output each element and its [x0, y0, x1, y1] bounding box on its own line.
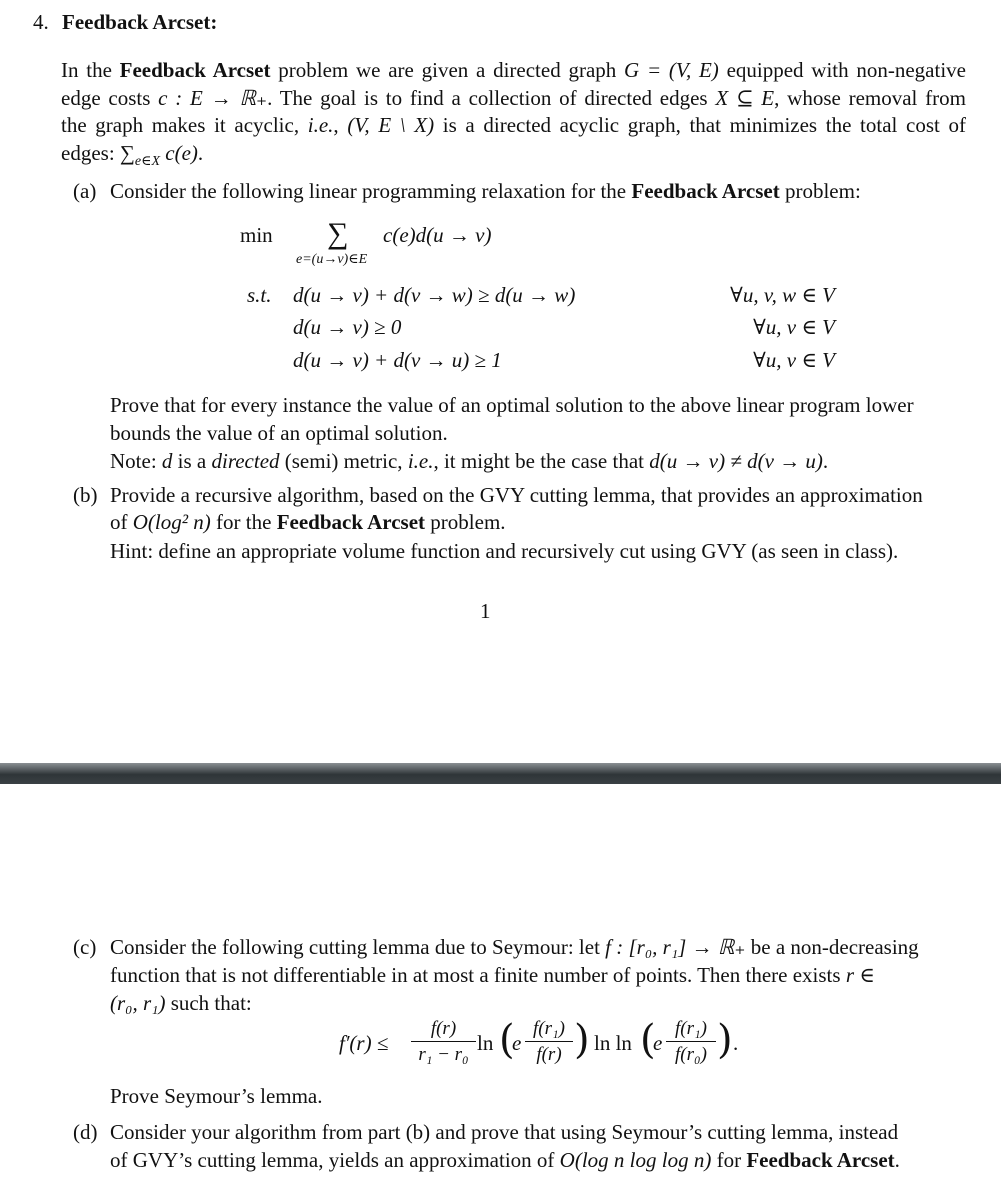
- eq-ln: ln: [477, 1031, 494, 1055]
- eq-paren-open-2: (: [640, 1017, 656, 1063]
- eq-paren-close-1: ): [574, 1017, 590, 1063]
- part-c-line3: (r₀, r₁) such that:: [110, 991, 252, 1015]
- part-c-prove: Prove Seymour’s lemma.: [110, 1084, 323, 1108]
- lp-st: s.t.: [247, 283, 272, 307]
- eq-paren-close-2: ): [717, 1017, 733, 1063]
- part-b-line1: Provide a recursive algorithm, based on the GVY cutting lemma, that provides an approximation: [110, 483, 923, 507]
- page-number: 1: [480, 599, 491, 623]
- part-a-prove-line2: bounds the value of an optimal solution.: [110, 421, 448, 445]
- eq-frac1: f(r) r₁ − r₀: [411, 1019, 476, 1064]
- part-b-hint: Hint: define an appropriate volume function and recursively cut using GVY (as seen in class).: [110, 539, 899, 563]
- lp-constraint-triangle-quantifier: ∀u, v, w ∈ V: [730, 283, 835, 307]
- part-d-line1: Consider your algorithm from part (b) and prove that using Seymour’s cutting lemma, instead: [110, 1120, 899, 1144]
- eq-frac3: f(r₁) f(r₀): [666, 1019, 716, 1064]
- lp-constraint-nonneg: d(u → v) ≥ 0: [293, 315, 402, 339]
- lp-constraint-nonneg-quantifier: ∀u, v ∈ V: [753, 315, 835, 339]
- eq-frac2: f(r₁) f(r): [525, 1019, 573, 1064]
- eq-e-1: e: [512, 1031, 522, 1055]
- part-b-line2: of O(log² n) for the Feedback Arcset problem.: [110, 510, 506, 534]
- problem-title: Feedback Arcset:: [62, 10, 218, 34]
- part-a-note: Note: d is a directed (semi) metric, i.e., it might be the case that d(u → v) ≠ d(v → u).: [110, 449, 829, 473]
- problem-number: 4.: [33, 10, 49, 34]
- part-d-label: (d): [73, 1120, 98, 1144]
- lp-min: min: [240, 223, 273, 247]
- page-separator: [0, 763, 1001, 784]
- part-b-label: (b): [73, 483, 98, 507]
- part-c-line2: function that is not differentiable in at most a finite number of points. Then there exists r ∈: [110, 963, 875, 987]
- lp-objective: c(e)d(u → v): [383, 223, 492, 247]
- part-d-line2: of GVY’s cutting lemma, yields an approximation of O(log n log log n) for Feedback Arcset.: [110, 1148, 900, 1172]
- part-c-line1: Consider the following cutting lemma due to Seymour: let f : [r₀, r₁] → ℝ₊ be a non-decreasing: [110, 935, 919, 959]
- lp-sum-subscript: e=(u→v)∈E: [296, 252, 368, 267]
- lp-constraint-triangle: d(u → v) + d(v → w) ≥ d(u → w): [293, 283, 576, 307]
- intro-paragraph: In the Feedback Arcset problem we are given a directed graph G = (V, E) equipped with non-negative edge costs c : E → ℝ₊. The goal is to find a collection of directed edges X ⊆ E, whose removal from the graph makes it acyclic, i.e., (V, E \ X) is a directed acyclic graph, that minimizes the total cost of edges: $\sum_{e\in X}$ c(e).: [61, 58, 966, 169]
- part-a-prove-line1: Prove that for every instance the value of an optimal solution to the above linear program lower: [110, 393, 914, 417]
- part-c-label: (c): [73, 935, 97, 959]
- part-a-label: (a): [73, 179, 97, 203]
- eq-period: .: [733, 1031, 739, 1055]
- lp-constraint-cycle: d(u → v) + d(v → u) ≥ 1: [293, 348, 502, 372]
- part-a-text: Consider the following linear programming relaxation for the Feedback Arcset problem:: [110, 179, 861, 203]
- eq-lhs: f′(r) ≤: [339, 1031, 389, 1055]
- eq-lnln: ln ln: [594, 1031, 632, 1055]
- lp-constraint-cycle-quantifier: ∀u, v ∈ V: [753, 348, 835, 372]
- lp-sum-symbol: ∑: [327, 217, 349, 250]
- eq-e-2: e: [653, 1031, 663, 1055]
- eq-paren-open-1: (: [499, 1017, 515, 1063]
